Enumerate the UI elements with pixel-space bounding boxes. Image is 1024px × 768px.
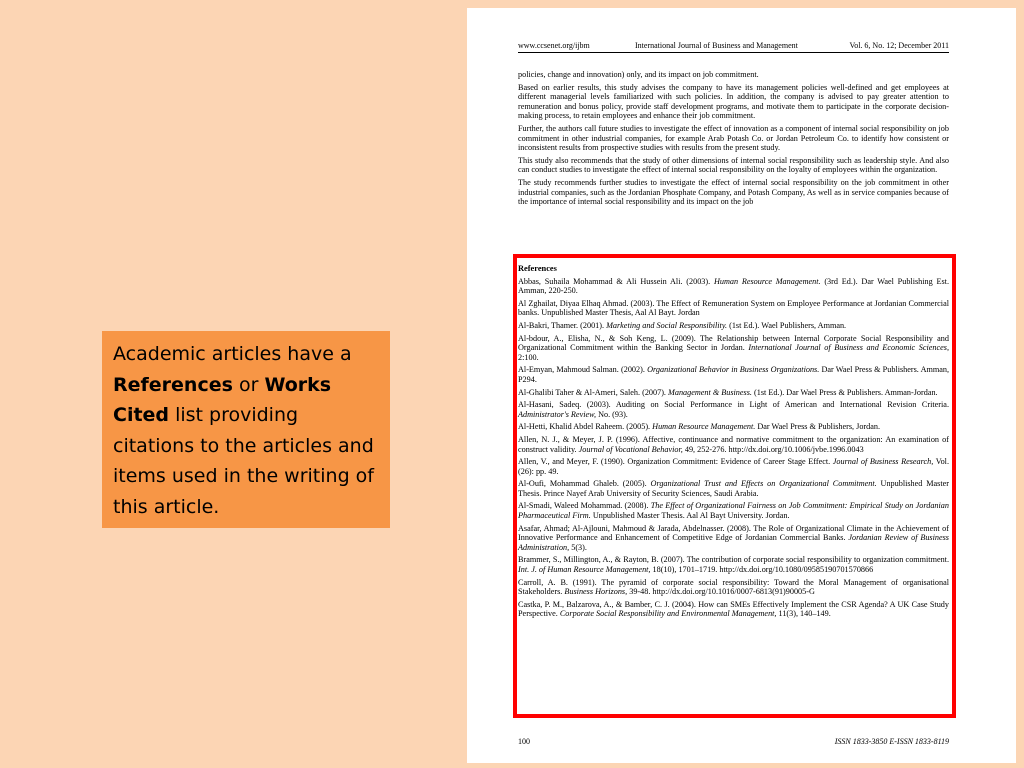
- references-section: [518, 264, 949, 622]
- reference-entry: [518, 479, 949, 498]
- callout-text-2: or: [232, 373, 265, 396]
- page-number: 100: [518, 737, 530, 746]
- reference-entry: [518, 600, 949, 619]
- issn-text: ISSN 1833-3850 E-ISSN 1833-8119: [834, 737, 949, 746]
- paragraph: Based on earlier results, this study advises the company to have its management policies well-defined and get employees at different managerial levels familiarized with such policies. In addition, the company is advised to pay greater attention to remuneration and bonus policy, provide staff development programs, and motivate them to participate in the corporate decision-making process, to retain employees and enhance their job commitment.: [518, 82, 949, 121]
- reference-text: Al-bdour, A., Elisha, N., & Soh Keng, L. (2009). The Relationship between Internal Corporate Social Responsibility and Organizational Commitment within the Banking Sector in Jordan.: [518, 333, 949, 353]
- reference-entry: [518, 457, 949, 476]
- paragraph: Further, the authors call future studies to investigate the effect of innovation as a component of internal social responsibility on job commitment in other industrial companies, for example Arab Potash Co. or Jordan Petroleum Co. to identify how consistent or inconsistent results from prospective studies with results from the present study.: [518, 123, 949, 153]
- reference-source: International Journal of Business and Economic Sciences,: [748, 343, 949, 353]
- callout-bold-works-cited: Works Cited: [113, 373, 332, 426]
- reference-text: Allen, V., and Meyer, F. (1990). Organization Commitment: Evidence of Career Stage Effect.: [518, 457, 833, 467]
- paragraph: policies, change and innovation) only, and its impact on job commitment.: [518, 70, 759, 79]
- reference-entry: [518, 578, 949, 597]
- callout-box: [102, 331, 390, 528]
- header-volume: Vol. 6, No. 12; December 2011: [849, 41, 949, 50]
- reference-text: Al-Oufi, Mohammad Ghaleb. (2005).: [518, 479, 651, 489]
- reference-entry: [518, 277, 949, 296]
- reference-source: Human Resource Management.: [713, 276, 821, 286]
- reference-entry: [518, 321, 949, 331]
- reference-source: Marketing and Social Responsibility.: [606, 320, 728, 330]
- reference-text: Al-Bakri, Thamer. (2001).: [518, 320, 607, 330]
- reference-details: (1st Ed.). Wael Publishers, Amman.: [727, 320, 847, 330]
- reference-entry: [518, 555, 949, 574]
- reference-source: Business Horizons,: [564, 587, 628, 597]
- reference-source: Organizational Behavior in Business Organizations.: [647, 365, 820, 375]
- reference-source: Journal of Business Research,: [832, 457, 934, 467]
- reference-details: (1st Ed.). Dar Wael Press & Publishers. Amman-Jordan.: [751, 387, 938, 397]
- reference-details: 11(3), 140–149.: [776, 609, 831, 619]
- reference-details: Unpublished Master Thesis. Prince Nayef Arab University of Security Sciences, Saudi Arabia.: [518, 479, 949, 498]
- reference-source: Management & Business.: [668, 387, 752, 397]
- reference-source: Int. J. of Human Resource Management,: [518, 565, 651, 575]
- reference-text: Al-Hetti, Khalid Abdel Raheem. (2005).: [518, 422, 653, 432]
- paragraph: This study also recommends that the study of other dimensions of internal social responsibility such as leadership style. And also can conduct studies to investigate the effect of internal social responsibility on the loyalty of employees within the organization.: [518, 155, 949, 175]
- page-footer: [518, 737, 949, 746]
- reference-text: Castka, P. M., Balzarova, A., & Bamber, C. J. (2004). How can SMEs Effectively Implement the CSR Agenda? A UK Case Study Perspective.: [518, 599, 949, 619]
- reference-text: Asafar, Ahmad; Al-Ajlouni, Mahmoud & Jarada, Abdelnasser. (2008). The Role of Organizational Climate in the Achievement of Innovative Performance and Enhancement of Competitive Edge of Jordanian Commercial Banks.: [518, 523, 949, 543]
- reference-text: Carroll, A. B. (1991). The pyramid of corporate social responsibility: Toward the Moral Management of organisational Stakeholders.: [518, 577, 949, 597]
- callout-text-1: Academic articles have a: [113, 343, 352, 365]
- reference-details: Vol. (26): pp. 49.: [518, 457, 950, 476]
- body-text: [518, 70, 949, 210]
- callout-bold-references: References: [113, 373, 233, 396]
- reference-details: No. (93).: [596, 409, 628, 419]
- reference-source: Jordanian Review of Business Administration,: [518, 533, 949, 552]
- reference-entry: [518, 365, 949, 384]
- page-header: [518, 41, 949, 53]
- reference-source: Administrator's Review,: [518, 409, 597, 419]
- reference-details: 49, 252-276. http://dx.doi.org/10.1006/jvbe.1996.0043: [682, 444, 864, 454]
- reference-details: 2:100.: [518, 352, 539, 362]
- reference-text: Brammer, S., Millington, A., & Rayton, B. (2007). The contribution of corporate social responsibility to organization commitment.: [518, 555, 949, 565]
- article-page: [467, 8, 1016, 763]
- reference-text: Allen, N. J., & Meyer, J. P. (1996). Affective, continuance and normative commitment to the organization: An examination of construct validity.: [518, 434, 949, 454]
- reference-details: Dar Wael Press & Publishers, Jordan.: [755, 422, 881, 432]
- reference-details: 39-48. http://dx.doi.org/10.1016/0007-6813(91)90005-G: [627, 587, 815, 597]
- reference-entry: [518, 388, 949, 398]
- callout-text-3: list providing citations to the articles and items used in the writing of this article.: [113, 404, 374, 518]
- references-heading: References: [518, 264, 557, 273]
- reference-text: Abbas, Suhaila Mohammad & Ali Hussein Ali. (2003).: [518, 276, 714, 286]
- reference-text: Al-Smadi, Waleed Mohammad. (2008).: [518, 501, 651, 511]
- reference-details: 5(3).: [569, 542, 587, 552]
- reference-entry: [518, 501, 949, 520]
- reference-entry: [518, 524, 949, 553]
- reference-entry: [518, 334, 949, 363]
- reference-source: Corporate Social Responsibility and Environmental Management,: [559, 609, 777, 619]
- reference-list: [518, 277, 949, 619]
- reference-text: Al Zghailat, Diyaa Elhaq Ahmad. (2003). The Effect of Remuneration System on Employee Performance at Jordanian Commercial banks. Unpublished Master Thesis, Aal Al Bayt. Jordan: [518, 298, 949, 318]
- header-url: www.ccsenet.org/ijbm: [518, 41, 590, 50]
- reference-source: Human Resource Management.: [652, 422, 756, 432]
- reference-entry: [518, 435, 949, 454]
- header-journal: International Journal of Business and Management: [635, 41, 798, 50]
- reference-entry: [518, 299, 949, 318]
- reference-text: Al-Emyan, Mahmoud Salman. (2002).: [518, 365, 648, 375]
- reference-details: 18(10), 1701–1719. http://dx.doi.org/10.1080/09585190701570866: [650, 565, 874, 575]
- reference-source: Journal of Vocational Behavior,: [578, 444, 683, 454]
- reference-text: Al-Hasani, Sadeq. (2003). Auditing on Social Performance in Light of American and International Revision Criteria.: [518, 400, 949, 410]
- reference-source: Organizational Trust and Effects on Organizational Commitment.: [650, 479, 877, 489]
- reference-details: Dar Wael Press & Publishers. Amman, P294.: [518, 365, 950, 384]
- reference-source: The Effect of Organizational Fairness on Job Commitment: Empirical Study on Jordanian Pharmaceutical Firm.: [518, 501, 949, 521]
- paragraph: The study recommends further studies to investigate the effect of internal social responsibility on the job commitment in other industrial companies, such as the Jordanian Phosphate Company, and Potash Company, As well as in service companies because of the importance of internal social responsibility and its impact on the job: [518, 177, 949, 207]
- reference-entry: [518, 400, 949, 419]
- reference-text: Al-Ghalibi Taher & Al-Ameri, Saleh. (2007).: [518, 387, 669, 397]
- reference-details: Unpublished Master Thesis. Aal Al Bayt University. Jordan.: [590, 511, 790, 521]
- reference-details: (3rd Ed.). Dar Wael Publishing Est. Amman, 220-250.: [518, 276, 949, 296]
- reference-entry: [518, 422, 949, 432]
